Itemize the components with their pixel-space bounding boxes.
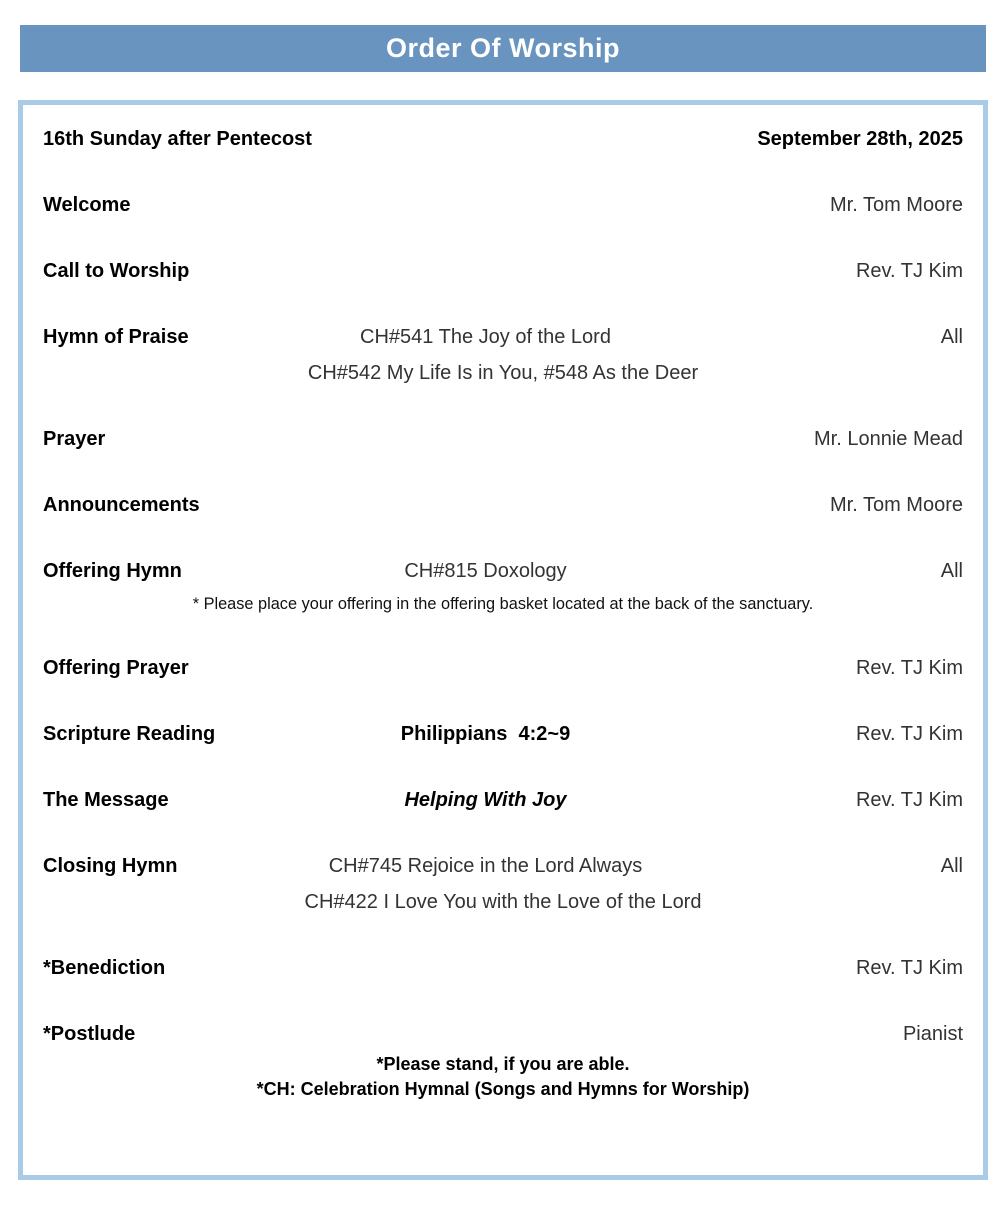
item-performer: Rev. TJ Kim xyxy=(855,657,963,679)
order-item-hymn-of-praise xyxy=(43,325,963,349)
item-performer: Mr. Lonnie Mead xyxy=(814,428,963,450)
item-label: The Message xyxy=(43,789,169,811)
page-title: Order Of Worship xyxy=(385,33,621,63)
offering-note: * Please place your offering in the offering basket located at the back of the sanctuary. xyxy=(192,594,814,613)
item-performer: Mr. Tom Moore xyxy=(830,494,963,516)
item-label: Offering Prayer xyxy=(43,657,189,679)
scripture-reference: Philippians 4:2~9 xyxy=(400,723,571,745)
order-item-scripture-reading xyxy=(43,722,963,746)
order-item-offering-hymn xyxy=(43,559,963,583)
item-label: *Postlude xyxy=(43,1023,136,1045)
sermon-title: Helping With Joy xyxy=(404,789,567,811)
item-performer: Rev. TJ Kim xyxy=(855,723,963,745)
item-performer: Pianist xyxy=(902,1023,963,1045)
order-item-announcements xyxy=(43,493,963,517)
item-label: Closing Hymn xyxy=(43,855,178,877)
footer-notes xyxy=(43,1052,963,1102)
item-label: Announcements xyxy=(43,494,200,516)
item-performer: All xyxy=(940,855,963,877)
item-performer: Mr. Tom Moore xyxy=(830,194,963,216)
order-item-offering-prayer xyxy=(43,656,963,680)
item-performer: Rev. TJ Kim xyxy=(855,957,963,979)
hymn-extra-line: CH#542 My Life Is in You, #548 As the Deer xyxy=(307,362,699,384)
order-item-postlude xyxy=(43,1022,963,1046)
order-item-welcome xyxy=(43,193,963,217)
order-item-prayer xyxy=(43,427,963,451)
order-item-message xyxy=(43,788,963,812)
item-label: Prayer xyxy=(43,428,106,450)
item-label: Scripture Reading xyxy=(43,723,216,745)
hymn-extra-line: CH#422 I Love You with the Love of the Lord xyxy=(304,891,702,913)
item-label: Offering Hymn xyxy=(43,560,182,582)
service-date: September 28th, 2025 xyxy=(757,128,963,150)
item-performer: All xyxy=(940,560,963,582)
title-banner xyxy=(20,25,986,72)
item-performer: All xyxy=(940,326,963,348)
item-performer: Rev. TJ Kim xyxy=(855,789,963,811)
service-title: 16th Sunday after Pentecost xyxy=(43,128,312,150)
item-detail: CH#815 Doxology xyxy=(404,560,567,582)
item-label: Welcome xyxy=(43,194,131,216)
item-performer: Rev. TJ Kim xyxy=(855,260,963,282)
order-item-closing-hymn xyxy=(43,854,963,878)
footer-hymnal-note: *CH: Celebration Hymnal (Songs and Hymns for Worship) xyxy=(256,1079,750,1099)
item-label: Call to Worship xyxy=(43,260,190,282)
bulletin-sheet xyxy=(18,100,988,1180)
footer-stand-note: *Please stand, if you are able. xyxy=(376,1054,630,1074)
date-row xyxy=(43,127,963,151)
item-label: Hymn of Praise xyxy=(43,326,189,348)
order-item-benediction xyxy=(43,956,963,980)
item-detail: CH#541 The Joy of the Lord xyxy=(360,326,611,348)
item-detail: CH#745 Rejoice in the Lord Always xyxy=(328,855,643,877)
item-label: *Benediction xyxy=(43,957,166,979)
order-item-call-to-worship xyxy=(43,259,963,283)
